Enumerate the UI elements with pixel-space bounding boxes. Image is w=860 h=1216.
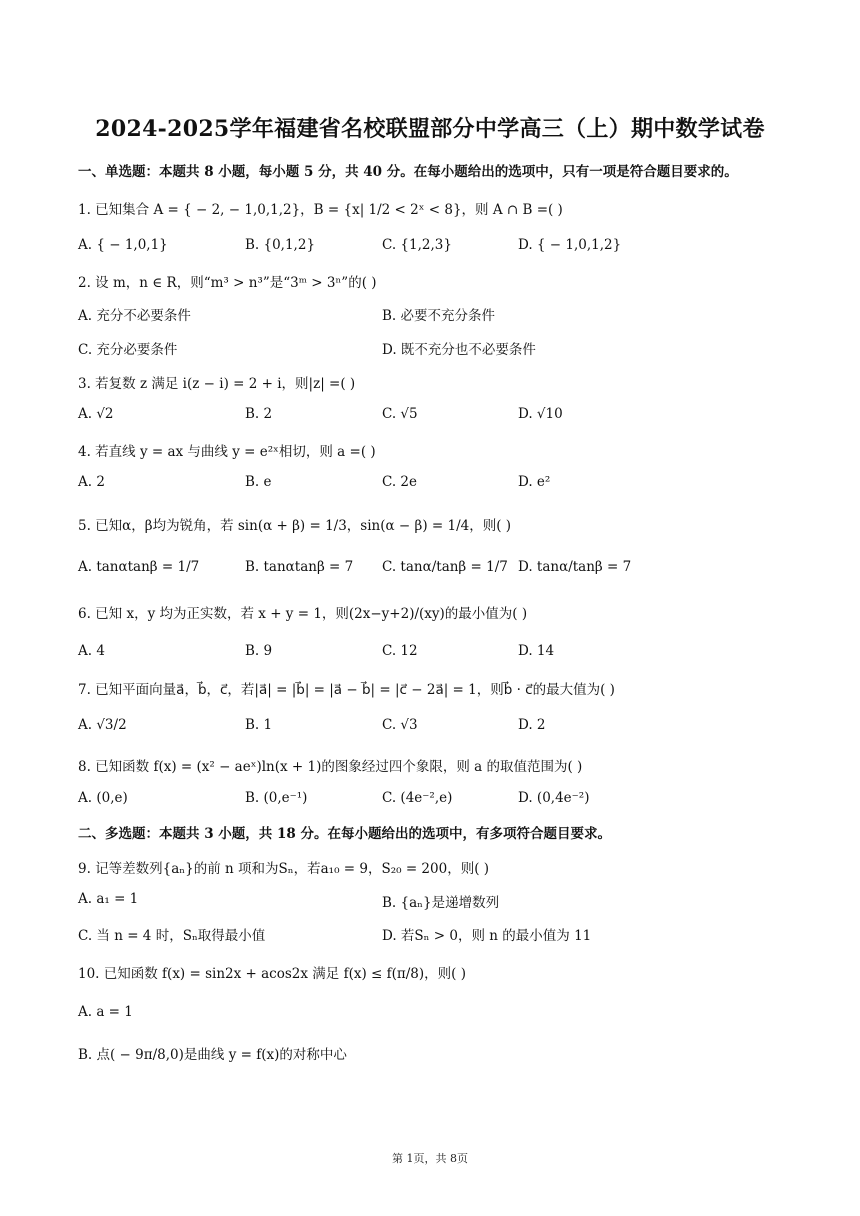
question-8-option-b: B. (0,e⁻¹) bbox=[245, 790, 308, 806]
question-10-option-b: B. 点( − 9π/8,0)是曲线 y = f(x)的对称中心 bbox=[78, 1047, 347, 1063]
question-7-option-a: A. √3/2 bbox=[78, 717, 127, 733]
question-2-option-c: C. 充分必要条件 bbox=[78, 342, 178, 358]
question-7-option-c: C. √3 bbox=[382, 717, 418, 733]
question-4-stem: 4. 若直线 y = ax 与曲线 y = e²ˣ相切，则 a =( ) bbox=[78, 444, 376, 460]
question-8-stem: 8. 已知函数 f(x) = (x² − aeˣ)ln(x + 1)的图象经过四个象限，则 a 的取值范围为( ) bbox=[78, 759, 583, 775]
question-6-option-c: C. 12 bbox=[382, 643, 418, 659]
question-1-option-c: C. {1,2,3} bbox=[382, 237, 452, 253]
question-9-stem: 9. 记等差数列{aₙ}的前 n 项和为Sₙ，若a₁₀ = 9，S₂₀ = 200，则( ) bbox=[78, 861, 490, 877]
question-8-option-a: A. (0,e) bbox=[78, 790, 128, 806]
question-10-stem: 10. 已知函数 f(x) = sin2x + acos2x 满足 f(x) ≤ f(π/8)，则( ) bbox=[78, 966, 466, 982]
question-7-option-b: B. 1 bbox=[245, 717, 273, 733]
question-4-option-a: A. 2 bbox=[78, 474, 105, 490]
question-2-stem: 2. 设 m，n ∈ R，则“m³ > n³”是“3ᵐ > 3ⁿ”的( ) bbox=[78, 275, 377, 291]
question-3-option-c: C. √5 bbox=[382, 406, 418, 422]
page-footer: 第 1页，共 8页 bbox=[392, 1152, 468, 1165]
question-2-option-d: D. 既不充分也不必要条件 bbox=[382, 342, 536, 358]
question-5-option-c: C. tanα/tanβ = 1/7 bbox=[382, 559, 508, 575]
question-6-option-d: D. 14 bbox=[518, 643, 555, 659]
question-4-option-c: C. 2e bbox=[382, 474, 418, 490]
section-heading-multiple-choice: 二、多选题：本题共 3 小题，共 18 分。在每小题给出的选项中，有多项符合题目要求。 bbox=[78, 826, 611, 842]
question-6-option-a: A. 4 bbox=[78, 643, 105, 659]
question-9-option-b: B. {aₙ}是递增数列 bbox=[382, 895, 500, 911]
question-3-option-d: D. √10 bbox=[518, 406, 563, 422]
question-5-stem: 5. 已知α，β均为锐角，若 sin(α + β) = 1/3，sin(α − β) = 1/4，则( ) bbox=[78, 518, 512, 534]
question-7-option-d: D. 2 bbox=[518, 717, 546, 733]
question-5-option-b: B. tanαtanβ = 7 bbox=[245, 559, 354, 575]
question-9-option-d: D. 若Sₙ > 0，则 n 的最小值为 11 bbox=[382, 928, 592, 944]
question-9-option-c: C. 当 n = 4 时，Sₙ取得最小值 bbox=[78, 928, 266, 944]
question-1-option-b: B. {0,1,2} bbox=[245, 237, 316, 253]
question-1-option-d: D. { − 1,0,1,2} bbox=[518, 237, 622, 253]
question-6-option-b: B. 9 bbox=[245, 643, 273, 659]
page-title: 2024-2025学年福建省名校联盟部分中学高三（上）期中数学试卷 bbox=[95, 116, 765, 142]
question-8-option-d: D. (0,4e⁻²) bbox=[518, 790, 590, 806]
question-1-option-a: A. { − 1,0,1} bbox=[78, 237, 168, 253]
question-2-option-b: B. 必要不充分条件 bbox=[382, 308, 496, 324]
question-4-option-b: B. e bbox=[245, 474, 272, 490]
question-2-option-a: A. 充分不必要条件 bbox=[78, 308, 191, 324]
section-heading-single-choice: 一、单选题：本题共 8 小题，每小题 5 分，共 40 分。在每小题给出的选项中，只有一项是符合题目要求的。 bbox=[78, 164, 738, 180]
question-1-stem: 1. 已知集合 A = { − 2, − 1,0,1,2}，B = {x| 1/2 < 2ˣ < 8}，则 A ∩ B =( ) bbox=[78, 202, 563, 218]
question-6-stem: 6. 已知 x，y 均为正实数，若 x + y = 1，则(2x−y+2)/(xy)的最小值为( ) bbox=[78, 606, 528, 622]
question-10-option-a: A. a = 1 bbox=[78, 1004, 133, 1020]
question-3-option-b: B. 2 bbox=[245, 406, 273, 422]
question-3-option-a: A. √2 bbox=[78, 406, 114, 422]
question-9-option-a: A. a₁ = 1 bbox=[78, 891, 139, 907]
question-4-option-d: D. e² bbox=[518, 474, 551, 490]
question-5-option-a: A. tanαtanβ = 1/7 bbox=[78, 559, 200, 575]
question-5-option-d: D. tanα/tanβ = 7 bbox=[518, 559, 632, 575]
question-8-option-c: C. (4e⁻²,e) bbox=[382, 790, 453, 806]
question-3-stem: 3. 若复数 z 满足 i(z − i) = 2 + i，则|z| =( ) bbox=[78, 376, 356, 392]
question-7-stem: 7. 已知平面向量a⃗，b⃗，c⃗，若|a⃗| = |b⃗| = |a⃗ − b⃗| = |c⃗ − 2a⃗| = 1，则b⃗ · c⃗的最大值为( ) bbox=[78, 682, 615, 698]
